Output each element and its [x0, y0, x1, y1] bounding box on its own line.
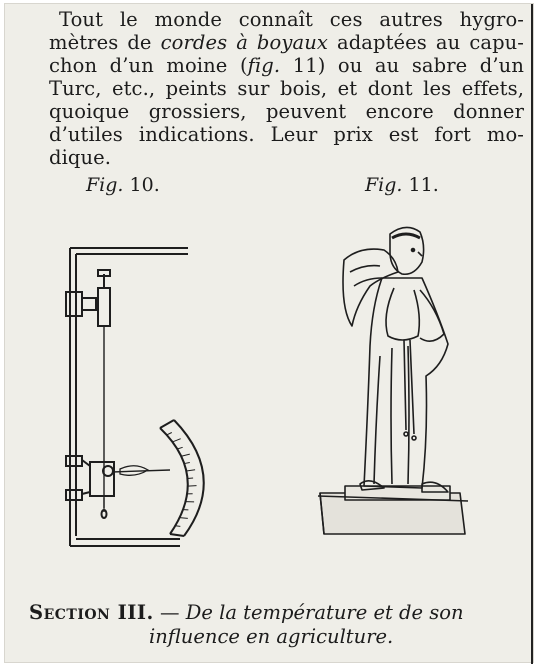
book-page — [4, 3, 534, 663]
figure-10-caption: Fig. 10. — [86, 174, 160, 196]
section-title-line-2: influence en agriculture. — [149, 625, 394, 648]
dial-tick — [167, 432, 172, 434]
paragraph-line-1: Tout le monde connaît ces autres hygro- — [59, 8, 524, 31]
dial-tick — [184, 462, 190, 463]
hygrometer-illustration — [60, 236, 210, 551]
paragraph-line-3: chon d’un moine (fig. 11) ou au sabre d’un — [49, 54, 524, 77]
monk-figurine-illustration — [310, 216, 475, 546]
dial-tick — [181, 454, 190, 456]
dial-tick — [160, 424, 168, 428]
section-number: Section III. — [29, 601, 154, 624]
paragraph-line-6: d’utiles indications. Leur prix est fort mo- — [49, 123, 524, 146]
page-edge-rule — [531, 4, 533, 664]
paragraph-line-2: mètres de cordes à boyaux adaptées au capu- — [49, 31, 524, 54]
section-heading — [29, 601, 529, 649]
dial-tick — [186, 470, 195, 471]
body-paragraph — [49, 8, 524, 169]
emphasis-cordes: cordes à boyaux — [160, 31, 328, 54]
paragraph-line-4: Turc, etc., peints sur bois, et dont les effets, — [49, 77, 524, 100]
section-dash: — — [153, 601, 186, 624]
section-title-line-1: De la température et de son — [185, 601, 464, 624]
paragraph-line-5: quoique grossiers, peuvent encore donner — [49, 100, 524, 123]
paragraph-line-7: dique. — [49, 146, 112, 169]
dial-tick — [175, 526, 180, 527]
dial-tick — [180, 518, 188, 519]
emphasis-fig: fig. — [247, 54, 281, 77]
dial-tick — [177, 447, 182, 449]
figure-11-caption: Fig. 11. — [365, 174, 439, 196]
dial-tick — [188, 478, 194, 479]
dial-tick — [172, 439, 180, 442]
